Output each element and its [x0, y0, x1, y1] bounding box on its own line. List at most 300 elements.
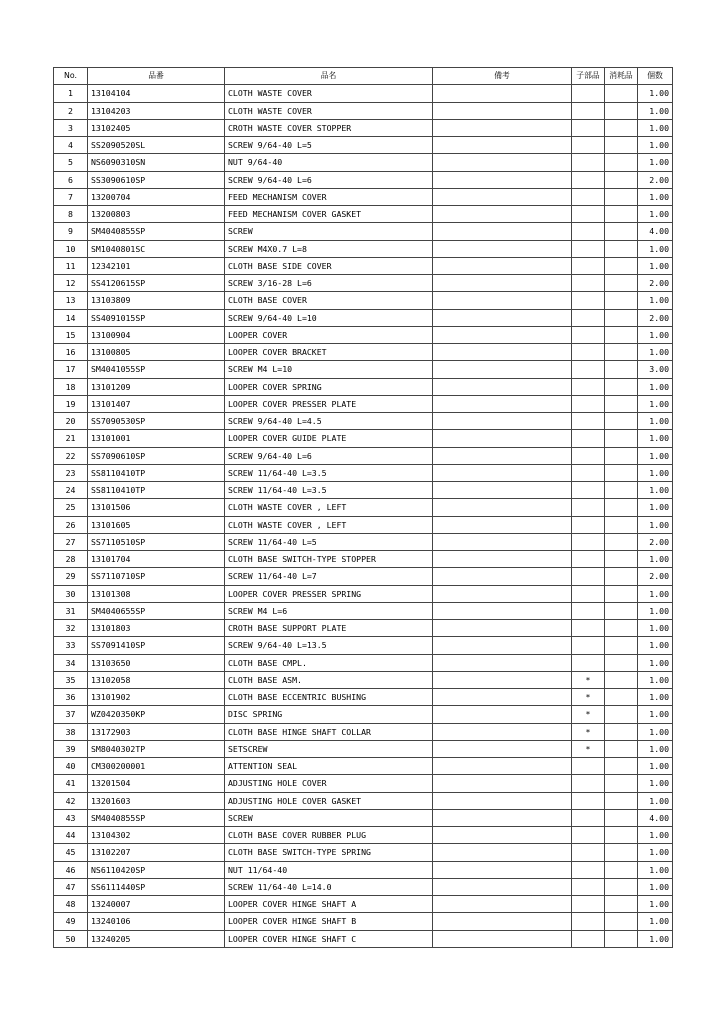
part-number: SS6111440SP	[88, 878, 225, 895]
consumable-mark	[605, 775, 638, 792]
part-name: SCREW 11/64-40 L=14.0	[225, 878, 433, 895]
header-row	[54, 68, 673, 85]
remarks	[433, 378, 572, 395]
part-number: 13200803	[88, 206, 225, 223]
part-number: 12342101	[88, 257, 225, 274]
consumable-mark	[605, 671, 638, 688]
part-name: CLOTH BASE CMPL.	[225, 654, 433, 671]
remarks	[433, 775, 572, 792]
remarks	[433, 827, 572, 844]
table-row	[54, 809, 673, 826]
consumable-mark	[605, 689, 638, 706]
table-row	[54, 326, 673, 343]
remarks	[433, 861, 572, 878]
part-number: 13101407	[88, 395, 225, 412]
remarks	[433, 516, 572, 533]
remarks	[433, 482, 572, 499]
consumable-mark	[605, 119, 638, 136]
part-name: SCREW 9/64-40 L=13.5	[225, 637, 433, 654]
consumable-mark	[605, 326, 638, 343]
part-number: CM300200001	[88, 758, 225, 775]
part-name: CLOTH WASTE COVER , LEFT	[225, 516, 433, 533]
row-number: 27	[54, 533, 88, 550]
consumable-mark	[605, 395, 638, 412]
table-row	[54, 896, 673, 913]
remarks	[433, 896, 572, 913]
row-number: 28	[54, 551, 88, 568]
remarks	[433, 723, 572, 740]
part-name: CLOTH WASTE COVER	[225, 85, 433, 102]
consumable-mark	[605, 792, 638, 809]
row-number: 42	[54, 792, 88, 809]
remarks	[433, 792, 572, 809]
part-number: 13172903	[88, 723, 225, 740]
quantity: 1.00	[638, 896, 673, 913]
consumable-mark	[605, 913, 638, 930]
table-row	[54, 154, 673, 171]
remarks	[433, 930, 572, 947]
part-number: 13101506	[88, 499, 225, 516]
part-name: SCREW M4 L=6	[225, 602, 433, 619]
part-number: 13240007	[88, 896, 225, 913]
table-row	[54, 913, 673, 930]
quantity: 1.00	[638, 758, 673, 775]
table-row	[54, 792, 673, 809]
quantity: 1.00	[638, 913, 673, 930]
row-number: 3	[54, 119, 88, 136]
table-row	[54, 275, 673, 292]
quantity: 1.00	[638, 344, 673, 361]
table-row	[54, 671, 673, 688]
row-number: 37	[54, 706, 88, 723]
part-number: 13240106	[88, 913, 225, 930]
row-number: 12	[54, 275, 88, 292]
part-name: LOOPER COVER GUIDE PLATE	[225, 430, 433, 447]
part-name: CLOTH BASE COVER	[225, 292, 433, 309]
table-row	[54, 689, 673, 706]
part-name: LOOPER COVER HINGE SHAFT B	[225, 913, 433, 930]
consumable-mark	[605, 844, 638, 861]
part-name: FEED MECHANISM COVER GASKET	[225, 206, 433, 223]
remarks	[433, 240, 572, 257]
sub-part-mark: *	[572, 689, 605, 706]
part-name: CLOTH BASE ASM.	[225, 671, 433, 688]
sub-part-mark	[572, 257, 605, 274]
table-row	[54, 257, 673, 274]
part-number: 13101308	[88, 585, 225, 602]
sub-part-mark: *	[572, 740, 605, 757]
quantity: 1.00	[638, 827, 673, 844]
consumable-mark	[605, 482, 638, 499]
remarks	[433, 637, 572, 654]
part-number: 13101902	[88, 689, 225, 706]
part-number: 13101605	[88, 516, 225, 533]
sub-part-mark	[572, 896, 605, 913]
part-name: LOOPER COVER	[225, 326, 433, 343]
part-number: 13201603	[88, 792, 225, 809]
remarks	[433, 102, 572, 119]
header-name: 品名	[225, 68, 433, 85]
sub-part-mark	[572, 361, 605, 378]
sub-part-mark	[572, 85, 605, 102]
sub-part-mark	[572, 344, 605, 361]
header-no: No.	[54, 68, 88, 85]
sub-part-mark	[572, 809, 605, 826]
sub-part-mark	[572, 206, 605, 223]
remarks	[433, 654, 572, 671]
sub-part-mark	[572, 378, 605, 395]
consumable-mark	[605, 240, 638, 257]
row-number: 20	[54, 413, 88, 430]
part-number: SS7090610SP	[88, 447, 225, 464]
remarks	[433, 602, 572, 619]
part-number: 13104203	[88, 102, 225, 119]
consumable-mark	[605, 344, 638, 361]
table-row	[54, 516, 673, 533]
table-row	[54, 930, 673, 947]
remarks	[433, 171, 572, 188]
consumable-mark	[605, 137, 638, 154]
remarks	[433, 447, 572, 464]
part-name: LOOPER COVER HINGE SHAFT C	[225, 930, 433, 947]
remarks	[433, 499, 572, 516]
sub-part-mark	[572, 637, 605, 654]
table-row	[54, 188, 673, 205]
table-row	[54, 171, 673, 188]
part-name: SCREW 9/64-40 L=5	[225, 137, 433, 154]
table-row	[54, 878, 673, 895]
part-number: SM4040855SP	[88, 223, 225, 240]
row-number: 31	[54, 602, 88, 619]
remarks	[433, 671, 572, 688]
row-number: 19	[54, 395, 88, 412]
part-name: SCREW	[225, 223, 433, 240]
table-row	[54, 361, 673, 378]
quantity: 4.00	[638, 223, 673, 240]
remarks	[433, 257, 572, 274]
part-number: 13102207	[88, 844, 225, 861]
part-number: SS3090610SP	[88, 171, 225, 188]
consumable-mark	[605, 154, 638, 171]
quantity: 2.00	[638, 568, 673, 585]
consumable-mark	[605, 257, 638, 274]
quantity: 1.00	[638, 551, 673, 568]
consumable-mark	[605, 275, 638, 292]
row-number: 11	[54, 257, 88, 274]
part-number: SM8040302TP	[88, 740, 225, 757]
part-name: CROTH WASTE COVER STOPPER	[225, 119, 433, 136]
table-row	[54, 206, 673, 223]
table-row	[54, 844, 673, 861]
consumable-mark	[605, 758, 638, 775]
sub-part-mark	[572, 171, 605, 188]
table-row	[54, 602, 673, 619]
sub-part-mark	[572, 447, 605, 464]
part-number: SM4040855SP	[88, 809, 225, 826]
part-number: 13102405	[88, 119, 225, 136]
sub-part-mark	[572, 499, 605, 516]
quantity: 1.00	[638, 861, 673, 878]
sub-part-mark	[572, 844, 605, 861]
quantity: 1.00	[638, 620, 673, 637]
row-number: 46	[54, 861, 88, 878]
part-name: CLOTH BASE ECCENTRIC BUSHING	[225, 689, 433, 706]
row-number: 15	[54, 326, 88, 343]
part-name: SCREW 3/16-28 L=6	[225, 275, 433, 292]
header-remarks: 備考	[433, 68, 572, 85]
part-number: 13104302	[88, 827, 225, 844]
part-name: SCREW 11/64-40 L=5	[225, 533, 433, 550]
consumable-mark	[605, 637, 638, 654]
part-number: NS6090310SN	[88, 154, 225, 171]
sub-part-mark	[572, 326, 605, 343]
quantity: 1.00	[638, 240, 673, 257]
table-row	[54, 430, 673, 447]
part-name: SCREW	[225, 809, 433, 826]
quantity: 1.00	[638, 447, 673, 464]
remarks	[433, 551, 572, 568]
row-number: 17	[54, 361, 88, 378]
part-name: LOOPER COVER PRESSER PLATE	[225, 395, 433, 412]
quantity: 1.00	[638, 723, 673, 740]
consumable-mark	[605, 499, 638, 516]
row-number: 1	[54, 85, 88, 102]
part-name: LOOPER COVER PRESSER SPRING	[225, 585, 433, 602]
row-number: 40	[54, 758, 88, 775]
quantity: 1.00	[638, 85, 673, 102]
table-row	[54, 827, 673, 844]
part-number: 13104104	[88, 85, 225, 102]
header-consumable: 消耗品	[605, 68, 638, 85]
row-number: 48	[54, 896, 88, 913]
row-number: 35	[54, 671, 88, 688]
quantity: 2.00	[638, 533, 673, 550]
sub-part-mark: *	[572, 671, 605, 688]
consumable-mark	[605, 740, 638, 757]
row-number: 33	[54, 637, 88, 654]
sub-part-mark	[572, 102, 605, 119]
part-name: SCREW 9/64-40 L=4.5	[225, 413, 433, 430]
part-number: 13100805	[88, 344, 225, 361]
part-number: SS7110510SP	[88, 533, 225, 550]
quantity: 1.00	[638, 464, 673, 481]
part-name: ADJUSTING HOLE COVER	[225, 775, 433, 792]
remarks	[433, 430, 572, 447]
sub-part-mark	[572, 137, 605, 154]
consumable-mark	[605, 568, 638, 585]
remarks	[433, 413, 572, 430]
row-number: 4	[54, 137, 88, 154]
quantity: 1.00	[638, 654, 673, 671]
remarks	[433, 533, 572, 550]
remarks	[433, 326, 572, 343]
consumable-mark	[605, 878, 638, 895]
row-number: 34	[54, 654, 88, 671]
quantity: 1.00	[638, 740, 673, 757]
remarks	[433, 344, 572, 361]
remarks	[433, 119, 572, 136]
part-number: 13102058	[88, 671, 225, 688]
quantity: 1.00	[638, 482, 673, 499]
row-number: 36	[54, 689, 88, 706]
consumable-mark	[605, 206, 638, 223]
consumable-mark	[605, 930, 638, 947]
sub-part-mark	[572, 568, 605, 585]
sub-part-mark	[572, 154, 605, 171]
row-number: 25	[54, 499, 88, 516]
part-name: SCREW 11/64-40 L=7	[225, 568, 433, 585]
row-number: 24	[54, 482, 88, 499]
quantity: 1.00	[638, 516, 673, 533]
quantity: 2.00	[638, 275, 673, 292]
row-number: 41	[54, 775, 88, 792]
table-row	[54, 533, 673, 550]
quantity: 1.00	[638, 395, 673, 412]
sub-part-mark	[572, 585, 605, 602]
table-row	[54, 482, 673, 499]
row-number: 14	[54, 309, 88, 326]
quantity: 1.00	[638, 844, 673, 861]
table-row	[54, 413, 673, 430]
sub-part-mark	[572, 792, 605, 809]
sub-part-mark	[572, 275, 605, 292]
table-row	[54, 223, 673, 240]
sub-part-mark	[572, 861, 605, 878]
sub-part-mark	[572, 413, 605, 430]
sub-part-mark	[572, 292, 605, 309]
remarks	[433, 706, 572, 723]
remarks	[433, 154, 572, 171]
remarks	[433, 620, 572, 637]
part-name: SCREW M4 L=10	[225, 361, 433, 378]
quantity: 3.00	[638, 361, 673, 378]
quantity: 1.00	[638, 154, 673, 171]
table-row	[54, 464, 673, 481]
quantity: 1.00	[638, 792, 673, 809]
part-name: SCREW 9/64-40 L=6	[225, 171, 433, 188]
part-number: SS8110410TP	[88, 482, 225, 499]
consumable-mark	[605, 361, 638, 378]
part-name: SCREW 9/64-40 L=6	[225, 447, 433, 464]
remarks	[433, 292, 572, 309]
row-number: 13	[54, 292, 88, 309]
consumable-mark	[605, 430, 638, 447]
sub-part-mark	[572, 482, 605, 499]
quantity: 1.00	[638, 637, 673, 654]
part-number: 13103650	[88, 654, 225, 671]
table-row	[54, 395, 673, 412]
quantity: 2.00	[638, 309, 673, 326]
consumable-mark	[605, 809, 638, 826]
sub-part-mark	[572, 188, 605, 205]
quantity: 1.00	[638, 137, 673, 154]
part-name: LOOPER COVER BRACKET	[225, 344, 433, 361]
consumable-mark	[605, 533, 638, 550]
part-name: CLOTH BASE SWITCH-TYPE STOPPER	[225, 551, 433, 568]
consumable-mark	[605, 188, 638, 205]
consumable-mark	[605, 602, 638, 619]
part-number: 13101209	[88, 378, 225, 395]
consumable-mark	[605, 102, 638, 119]
header-quantity: 個数	[638, 68, 673, 85]
consumable-mark	[605, 516, 638, 533]
part-number: SS7090530SP	[88, 413, 225, 430]
part-name: SCREW 11/64-40 L=3.5	[225, 482, 433, 499]
consumable-mark	[605, 896, 638, 913]
part-number: SS8110410TP	[88, 464, 225, 481]
part-number: SS2090520SL	[88, 137, 225, 154]
remarks	[433, 568, 572, 585]
row-number: 21	[54, 430, 88, 447]
consumable-mark	[605, 827, 638, 844]
row-number: 5	[54, 154, 88, 171]
part-number: 13240205	[88, 930, 225, 947]
row-number: 44	[54, 827, 88, 844]
table-row	[54, 758, 673, 775]
row-number: 2	[54, 102, 88, 119]
sub-part-mark	[572, 930, 605, 947]
consumable-mark	[605, 620, 638, 637]
table-row	[54, 292, 673, 309]
quantity: 1.00	[638, 102, 673, 119]
quantity: 1.00	[638, 585, 673, 602]
table-row	[54, 119, 673, 136]
remarks	[433, 758, 572, 775]
consumable-mark	[605, 413, 638, 430]
row-number: 16	[54, 344, 88, 361]
table-row	[54, 740, 673, 757]
row-number: 8	[54, 206, 88, 223]
row-number: 26	[54, 516, 88, 533]
sub-part-mark	[572, 551, 605, 568]
row-number: 7	[54, 188, 88, 205]
part-number: SM4040655SP	[88, 602, 225, 619]
sub-part-mark	[572, 464, 605, 481]
sub-part-mark	[572, 240, 605, 257]
quantity: 1.00	[638, 292, 673, 309]
part-name: CLOTH WASTE COVER	[225, 102, 433, 119]
part-number: 13201504	[88, 775, 225, 792]
consumable-mark	[605, 585, 638, 602]
remarks	[433, 137, 572, 154]
part-number: SM4041055SP	[88, 361, 225, 378]
consumable-mark	[605, 378, 638, 395]
part-name: SCREW 11/64-40 L=3.5	[225, 464, 433, 481]
sub-part-mark	[572, 119, 605, 136]
sub-part-mark	[572, 223, 605, 240]
row-number: 50	[54, 930, 88, 947]
consumable-mark	[605, 861, 638, 878]
part-name: NUT 9/64-40	[225, 154, 433, 171]
remarks	[433, 395, 572, 412]
sub-part-mark	[572, 620, 605, 637]
part-number: 13103809	[88, 292, 225, 309]
table-row	[54, 637, 673, 654]
consumable-mark	[605, 309, 638, 326]
part-number: SM1040801SC	[88, 240, 225, 257]
row-number: 30	[54, 585, 88, 602]
row-number: 39	[54, 740, 88, 757]
remarks	[433, 309, 572, 326]
remarks	[433, 464, 572, 481]
table-row	[54, 775, 673, 792]
remarks	[433, 361, 572, 378]
sub-part-mark: *	[572, 723, 605, 740]
header-part-no: 品番	[88, 68, 225, 85]
remarks	[433, 223, 572, 240]
part-name: FEED MECHANISM COVER	[225, 188, 433, 205]
row-number: 6	[54, 171, 88, 188]
